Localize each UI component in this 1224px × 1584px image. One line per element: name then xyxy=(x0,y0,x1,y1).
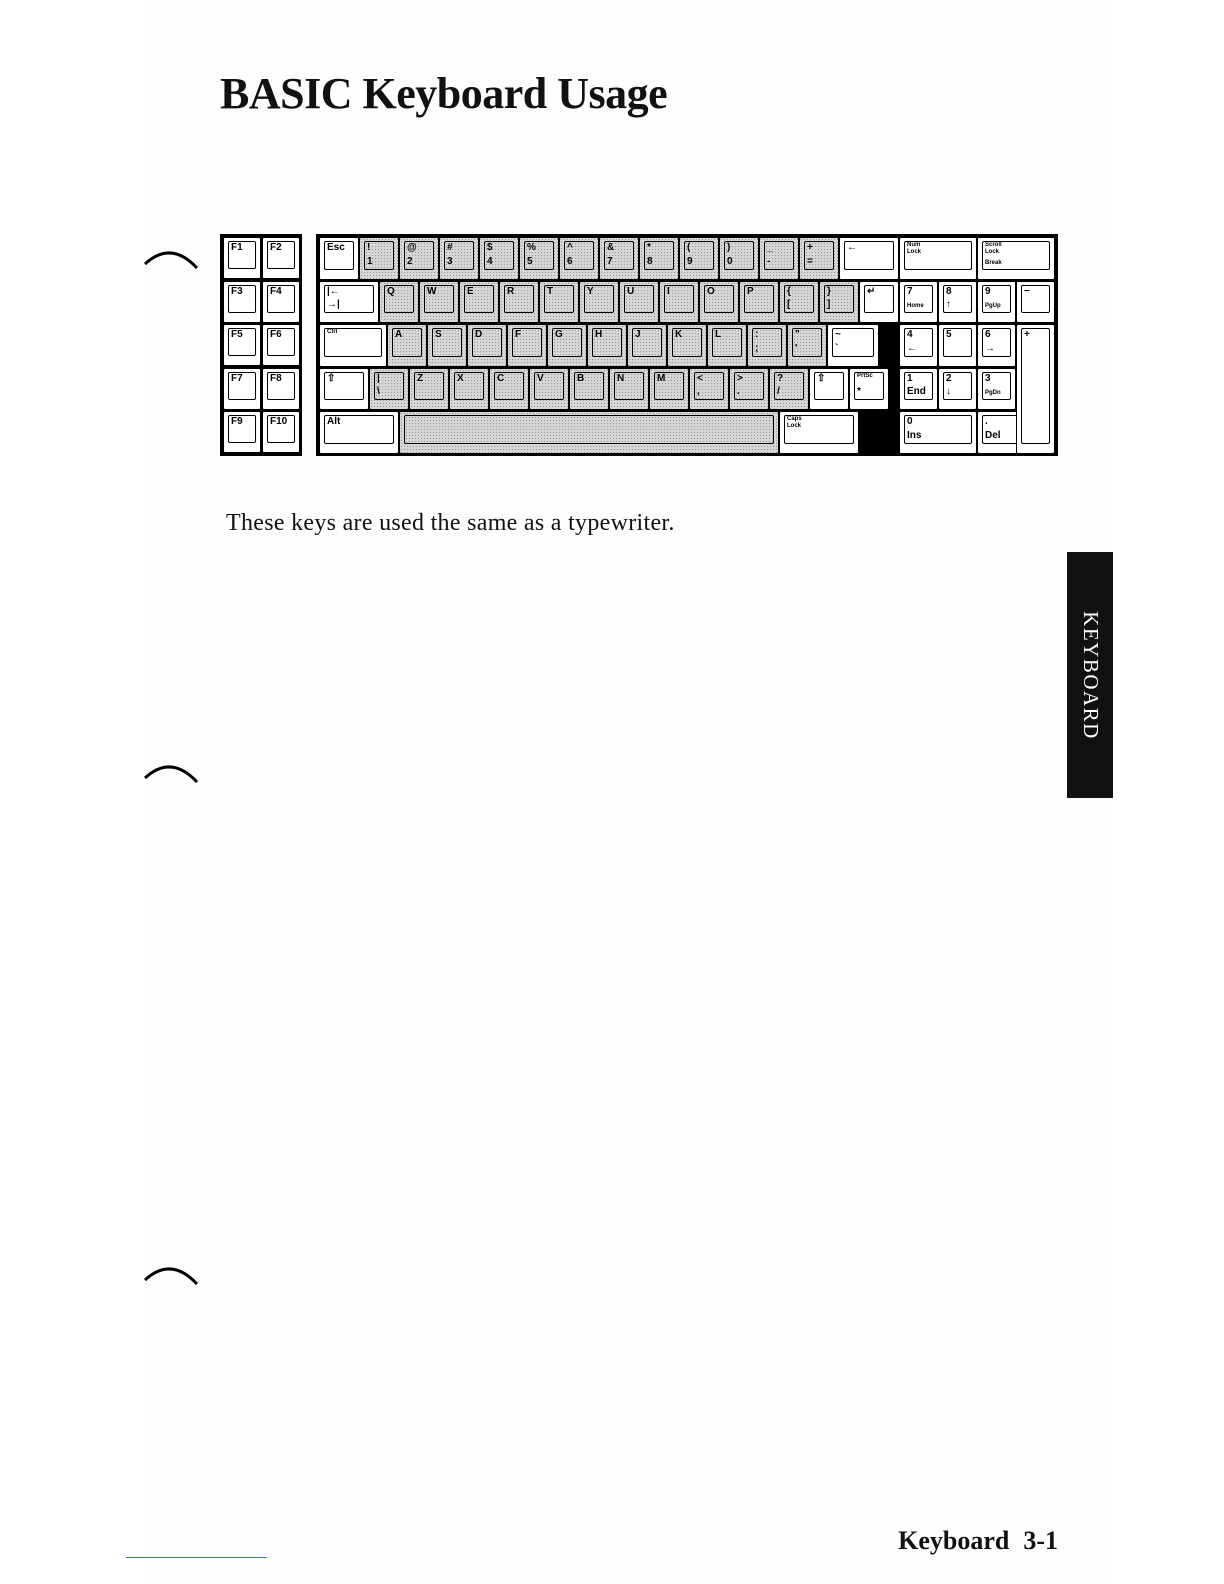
keyboard-key xyxy=(899,324,938,367)
keyboard-key xyxy=(977,281,1016,324)
keyboard-key xyxy=(699,281,739,324)
key-label: V xyxy=(537,372,544,384)
key-label: F3 xyxy=(231,285,243,297)
keyboard-key xyxy=(419,281,459,324)
keyboard-key xyxy=(319,281,379,324)
key-label: G xyxy=(555,329,563,341)
key-label: Alt xyxy=(327,416,341,428)
binder-hole-mark xyxy=(143,1258,199,1288)
keyboard-key xyxy=(579,281,619,324)
keyboard-key xyxy=(769,368,809,411)
keyboard-key xyxy=(799,237,839,280)
key-label-lower: ` xyxy=(835,342,839,354)
key-label-lower: ← xyxy=(907,342,917,354)
keyboard-key xyxy=(627,324,667,367)
keyboard-key xyxy=(223,237,261,279)
key-label: 8 xyxy=(946,285,952,297)
section-tab xyxy=(1067,552,1113,798)
keyboard-key xyxy=(839,237,899,280)
keyboard-key xyxy=(667,324,707,367)
key-label-lower: → xyxy=(985,342,995,354)
keyboard-key xyxy=(977,237,1055,280)
key-label: Z xyxy=(417,372,424,384)
binder-hole-mark xyxy=(143,242,199,272)
binder-hole-mark xyxy=(143,756,199,786)
divider-line xyxy=(126,1557,267,1558)
key-label: R xyxy=(507,285,515,297)
key-label: PrtSc xyxy=(857,372,873,379)
keyboard-key xyxy=(427,324,467,367)
keyboard-key xyxy=(759,237,799,280)
keyboard-key xyxy=(262,281,300,323)
keyboard-key xyxy=(223,324,261,366)
key-label-lower: [ xyxy=(787,299,791,311)
key-label: F5 xyxy=(231,329,243,341)
key-label-lower: 6 xyxy=(567,255,573,267)
keyboard-key xyxy=(399,237,439,280)
key-label: 0 xyxy=(907,416,913,428)
key-label-lower: PgUp xyxy=(985,303,1001,310)
key-label-lower: 3 xyxy=(447,255,453,267)
key-label: + xyxy=(807,242,813,253)
key-label: N xyxy=(617,372,625,384)
keyboard-key xyxy=(459,281,499,324)
keyboard-key xyxy=(819,281,859,324)
keyboard-key xyxy=(479,237,519,280)
key-label-lower: Del xyxy=(985,429,1001,441)
keyboard-key xyxy=(779,281,819,324)
key-label: ← xyxy=(847,242,857,253)
keyboard-key xyxy=(223,281,261,323)
key-label-lower: 5 xyxy=(527,255,533,267)
key-label: > xyxy=(737,372,743,384)
keyboard-key xyxy=(649,368,689,411)
keyboard-key xyxy=(539,281,579,324)
key-label: W xyxy=(427,285,437,297)
page-title: BASIC Keyboard Usage xyxy=(220,69,668,118)
key-label: 6 xyxy=(985,329,991,341)
key-label-lower: ↑ xyxy=(946,299,951,311)
key-label-lower: 0 xyxy=(727,255,733,267)
keyboard-key xyxy=(507,324,547,367)
function-key-block xyxy=(220,234,302,456)
keyboard-key xyxy=(739,281,779,324)
keyboard-key xyxy=(319,368,369,411)
keyboard-key xyxy=(387,324,427,367)
page-footer xyxy=(898,1526,1058,1556)
keyboard-key xyxy=(439,237,479,280)
key-label: F6 xyxy=(270,329,282,341)
keyboard-key xyxy=(529,368,569,411)
section-tab-label: KEYBOARD xyxy=(1078,610,1103,740)
key-label-lower: 7 xyxy=(607,255,613,267)
key-label: ) xyxy=(727,242,731,253)
key-label-lower: , xyxy=(697,386,700,398)
key-label: U xyxy=(627,285,635,297)
key-label: ? xyxy=(777,372,784,384)
key-cap xyxy=(404,415,774,444)
key-label-lower: ' xyxy=(795,342,798,354)
key-label: C xyxy=(497,372,505,384)
key-label: ↵ xyxy=(867,285,876,297)
key-label: ⇧ xyxy=(327,372,336,384)
caption: These keys are used the same as a typewriter. xyxy=(226,510,675,536)
key-label: H xyxy=(595,329,603,341)
keyboard-key xyxy=(899,281,938,324)
key-label: F9 xyxy=(231,416,243,428)
keyboard-key xyxy=(747,324,787,367)
keyboard-key xyxy=(409,368,449,411)
keyboard-key xyxy=(849,368,889,411)
key-label: # xyxy=(447,242,453,253)
keyboard-key xyxy=(359,237,399,280)
key-label-lower: ; xyxy=(755,342,759,354)
keyboard-key xyxy=(938,324,977,367)
keyboard-key xyxy=(467,324,507,367)
key-label-lower: 8 xyxy=(647,255,653,267)
key-label: : xyxy=(755,329,759,341)
keyboard-key xyxy=(899,237,977,280)
key-label-lower: - xyxy=(767,255,771,267)
keyboard-key xyxy=(938,281,977,324)
key-label: F7 xyxy=(231,372,243,384)
key-label-lower: Ins xyxy=(907,429,922,441)
key-label: 2 xyxy=(946,372,952,384)
keyboard-key xyxy=(599,237,639,280)
key-label: $ xyxy=(487,242,493,253)
key-label: . xyxy=(985,416,988,428)
keyboard-key xyxy=(399,411,779,454)
key-label-lower: 4 xyxy=(487,255,493,267)
keyboard-key xyxy=(262,324,300,366)
keyboard-key xyxy=(977,324,1016,367)
key-label: D xyxy=(475,329,483,341)
key-label: F8 xyxy=(270,372,282,384)
keyboard-key xyxy=(369,368,409,411)
key-label: O xyxy=(707,285,715,297)
key-label: ^ xyxy=(567,242,573,253)
keyboard-key xyxy=(679,237,719,280)
keyboard-key xyxy=(619,281,659,324)
key-label-lower: 9 xyxy=(687,255,693,267)
keyboard-key xyxy=(938,368,977,411)
key-label: Ctrl xyxy=(327,329,338,336)
keyboard-key xyxy=(489,368,529,411)
main-key-block xyxy=(316,234,1058,456)
key-label-lower: 2 xyxy=(407,255,413,267)
key-label: L xyxy=(715,329,722,341)
key-label: " xyxy=(795,329,800,341)
key-label-lower: * xyxy=(857,386,861,398)
key-label-lower: ] xyxy=(827,299,831,311)
key-label-lower: / xyxy=(777,386,780,398)
key-label: 9 xyxy=(985,285,991,297)
key-label-lower: End xyxy=(907,386,926,398)
key-label: M xyxy=(657,372,666,384)
keyboard-key xyxy=(587,324,627,367)
keyboard-key xyxy=(899,368,938,411)
key-label: I xyxy=(667,285,670,297)
key-label: % xyxy=(527,242,536,253)
keyboard-key xyxy=(262,411,300,453)
key-label-lower: . xyxy=(737,386,740,398)
keyboard-key xyxy=(379,281,419,324)
key-label: F4 xyxy=(270,285,282,297)
key-label: Q xyxy=(387,285,395,297)
key-label: ⇧ xyxy=(817,372,826,384)
keyboard-key xyxy=(262,368,300,410)
key-label: F1 xyxy=(231,242,243,253)
key-label-lower: →| xyxy=(327,299,340,311)
key-label: F10 xyxy=(270,416,288,428)
key-label: E xyxy=(467,285,474,297)
key-label: _ xyxy=(767,242,773,253)
key-label: J xyxy=(635,329,641,341)
keyboard-key xyxy=(569,368,609,411)
key-label-lower: Home xyxy=(907,303,924,310)
key-label: S xyxy=(435,329,442,341)
keyboard-key xyxy=(729,368,769,411)
key-label: B xyxy=(577,372,585,384)
keyboard-key xyxy=(707,324,747,367)
keyboard-key xyxy=(977,368,1016,411)
key-label: X xyxy=(457,372,464,384)
key-label: Num Lock xyxy=(907,242,922,255)
key-label-lower: Break xyxy=(985,259,1002,266)
keyboard-key xyxy=(859,281,899,324)
keyboard-key xyxy=(779,411,859,454)
key-label: P xyxy=(747,285,754,297)
key-label-lower: ↓ xyxy=(946,386,951,398)
key-label: T xyxy=(547,285,554,297)
key-label-lower: 1 xyxy=(367,255,373,267)
keyboard-key xyxy=(659,281,699,324)
key-label: ~ xyxy=(835,329,841,341)
key-label: { xyxy=(787,285,791,297)
key-label: Scroll Lock xyxy=(985,242,1002,255)
key-label: Esc xyxy=(327,242,345,253)
key-label: @ xyxy=(407,242,417,253)
key-label: F xyxy=(515,329,522,341)
key-label: < xyxy=(697,372,703,384)
footer-section: Keyboard xyxy=(898,1526,1010,1555)
key-label: Y xyxy=(587,285,594,297)
key-label: 3 xyxy=(985,372,991,384)
keyboard-key xyxy=(262,237,300,279)
keyboard-key xyxy=(319,411,399,454)
key-label-lower: PgDn xyxy=(985,390,1001,397)
key-label: F2 xyxy=(270,242,282,253)
keyboard-key xyxy=(559,237,599,280)
keyboard-key xyxy=(223,368,261,410)
key-label: ! xyxy=(367,242,371,253)
keyboard-key xyxy=(547,324,587,367)
key-label: & xyxy=(607,242,615,253)
keyboard-key xyxy=(809,368,849,411)
keyboard-key xyxy=(1016,281,1055,324)
keyboard-key xyxy=(827,324,879,367)
key-cap xyxy=(1021,328,1050,444)
key-label: A xyxy=(395,329,403,341)
keyboard-key xyxy=(639,237,679,280)
key-label: 5 xyxy=(946,329,952,341)
keyboard-key xyxy=(787,324,827,367)
keyboard-key xyxy=(319,324,387,367)
key-label: Caps Lock xyxy=(787,416,802,430)
key-label: + xyxy=(1024,329,1030,341)
key-label: − xyxy=(1024,285,1030,297)
keyboard-key xyxy=(319,237,359,280)
key-label: } xyxy=(827,285,831,297)
key-label: K xyxy=(675,329,683,341)
keyboard-diagram xyxy=(220,234,1060,458)
key-label-lower: \ xyxy=(377,386,380,398)
key-label: 7 xyxy=(907,285,913,297)
keyboard-key xyxy=(223,411,261,453)
keyboard-key xyxy=(719,237,759,280)
key-label: 4 xyxy=(907,329,913,341)
key-label-lower: = xyxy=(807,255,813,267)
keyboard-key xyxy=(689,368,729,411)
keyboard-key xyxy=(519,237,559,280)
keyboard-key xyxy=(609,368,649,411)
key-label: 1 xyxy=(907,372,913,384)
key-label: ( xyxy=(687,242,691,253)
keyboard-key xyxy=(449,368,489,411)
page-number: 3-1 xyxy=(1023,1526,1058,1555)
key-label: |← xyxy=(327,285,340,297)
key-label: * xyxy=(647,242,651,253)
keyboard-key xyxy=(899,411,977,454)
key-label: | xyxy=(377,372,380,384)
keyboard-key xyxy=(499,281,539,324)
keyboard-key xyxy=(1016,324,1055,454)
